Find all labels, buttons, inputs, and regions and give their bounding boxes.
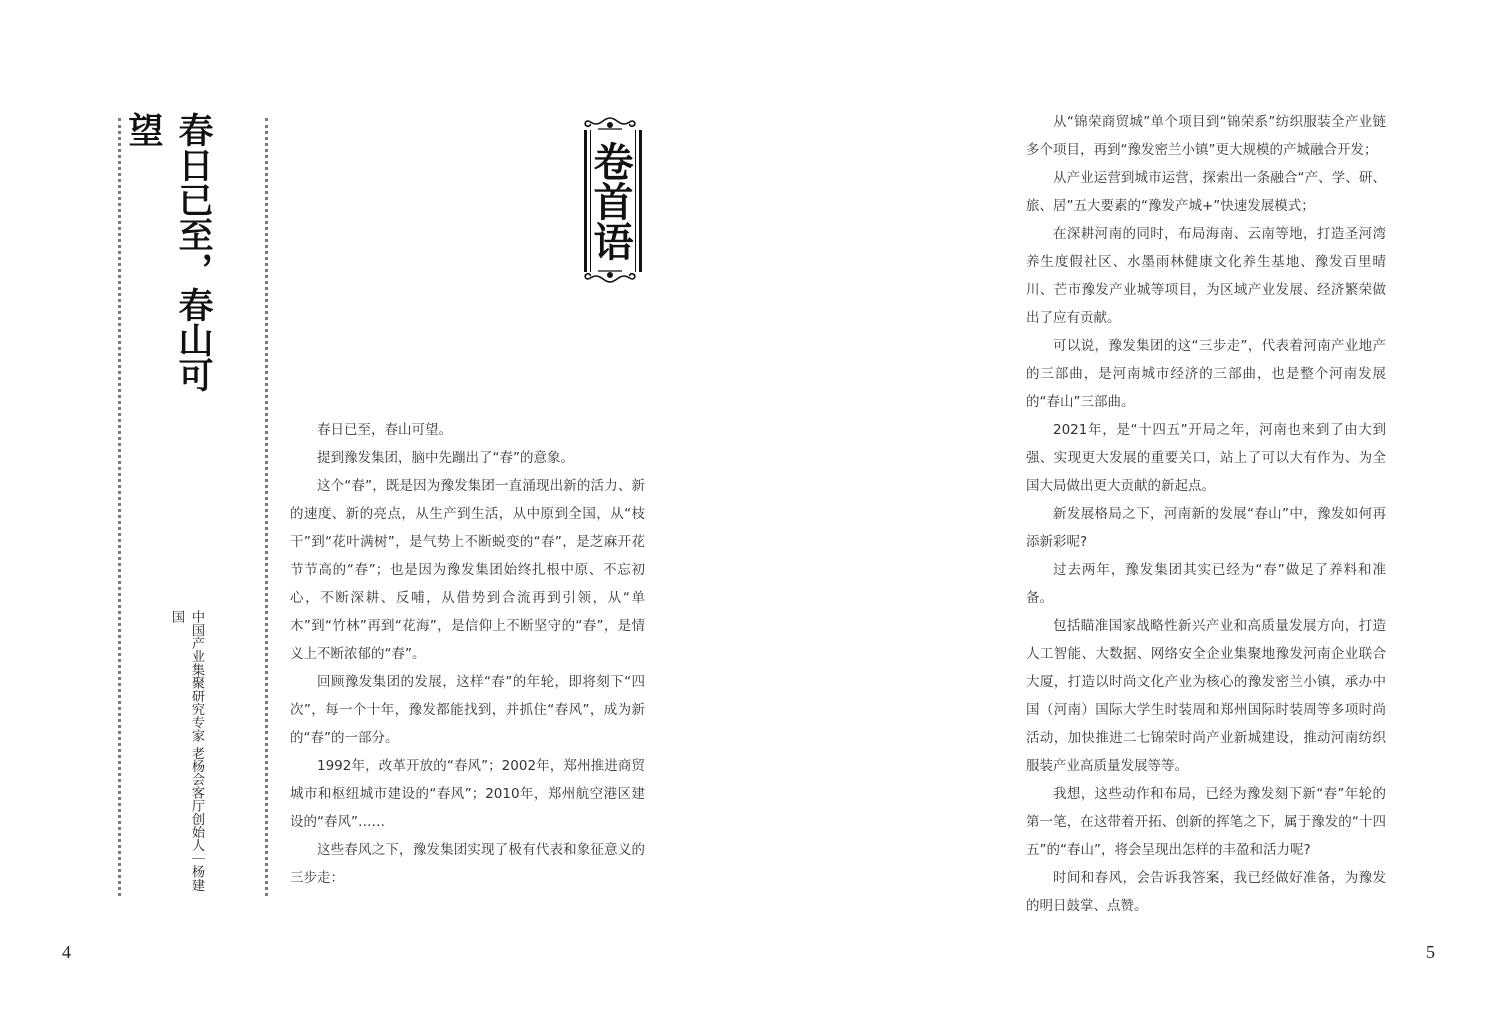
paragraph: 从“锦荣商贸城”单个项目到“锦荣系”纺织服装全产业链多个项目，再到“豫发密兰小镇”更大规模的产城融合开发； [1026, 114, 1386, 158]
paragraph: 过去两年，豫发集团其实已经为“春”做足了养料和准备。 [1026, 562, 1386, 606]
section-heading: 卷首语 [587, 141, 634, 261]
paragraph: 包括瞄准国家战略性新兴产业和高质量发展方向，打造人工智能、大数据、网络安全企业集聚地豫发河南企业联合大厦，打造以时尚文化产业为核心的豫发密兰小镇，承办中国（河南）国际大学生时装周和郑州国际时装周等多项时尚活动，加快推进二七锦荣时尚产业新城建设，推动河南纺织服装产业高质量发展等等。 [1026, 618, 1386, 774]
heading-emblem [578, 116, 642, 284]
left-body-text [290, 416, 645, 892]
paragraph: 回顾豫发集团的发展，这样“春”的年轮，即将刻下“四次”，每一个十年，豫发都能找到，并抓住“春风”，成为新的“春”的一部分。 [290, 674, 645, 746]
paragraph: 可以说，豫发集团的这“三步走”，代表着河南产业地产的三部曲，是河南城市经济的三部曲，也是整个河南发展的“春山”三部曲。 [1026, 338, 1386, 410]
paragraph: 时间和春风，会告诉我答案，我已经做好准备，为豫发的明日鼓掌、点赞。 [1026, 870, 1386, 914]
paragraph: 这个“春”，既是因为豫发集团一直涌现出新的活力、新的速度、新的亮点，从生产到生活，从中原到全国，从“枝干”到“花叶满树”，是气势上不断蜕变的“春”，是芝麻开花节节高的“春”；也是因为豫发集团始终扎根中原、不忘初心，不断深耕、反哺，从借势到合流再到引领，从“单木”到“竹林”再到“花海”，是信仰上不断坚守的“春”，是情义上不断浓郁的“春”。 [290, 478, 645, 662]
article-title: 春日已至，春山可望 [123, 112, 214, 392]
paragraph: 春日已至，春山可望。 [317, 422, 452, 438]
dotted-rule-right [265, 118, 268, 896]
paragraph: 提到豫发集团，脑中先蹦出了“春”的意象。 [317, 450, 574, 466]
paragraph: 1992年，改革开放的“春风”；2002年，郑州推进商贸城市和枢纽城市建设的“春风”；2010年，郑州航空港区建设的“春风”…… [290, 758, 645, 830]
page-number-right: 5 [1426, 942, 1435, 962]
right-body-text [1026, 108, 1386, 920]
paragraph: 在深耕河南的同时，布局海南、云南等地，打造圣河湾养生度假社区、水墨雨林健康文化养生基地、豫发百里晴川、芒市豫发产业城等项目，为区域产业发展、经济繁荣做出了应有贡献。 [1026, 226, 1386, 326]
author-line: 中国产业集聚研究专家 老杨会客厅创始人｜杨建国 [169, 610, 204, 892]
paragraph: 从产业运营到城市运营，探索出一条融合“产、学、研、旅、居”五大要素的“豫发产城+”快速发展模式； [1026, 170, 1386, 214]
page-number-left: 4 [62, 942, 71, 962]
paragraph: 我想，这些动作和布局，已经为豫发刻下新“春”年轮的第一笔，在这带着开拓、创新的挥笔之下，属于豫发的“十四五”的“春山”，将会呈现出怎样的丰盈和活力呢? [1026, 786, 1386, 858]
dotted-rule-left [118, 118, 121, 896]
paragraph: 这些春风之下，豫发集团实现了极有代表和象征意义的三步走： [290, 842, 645, 886]
paragraph: 2021年，是“十四五”开局之年，河南也来到了由大到强、实现更大发展的重要关口，站上了可以大有作为、为全国大局做出更大贡献的新起点。 [1026, 422, 1386, 494]
paragraph: 新发展格局之下，河南新的发展“春山”中，豫发如何再添新彩呢? [1026, 506, 1386, 550]
ornament-bottom-icon [578, 268, 642, 284]
